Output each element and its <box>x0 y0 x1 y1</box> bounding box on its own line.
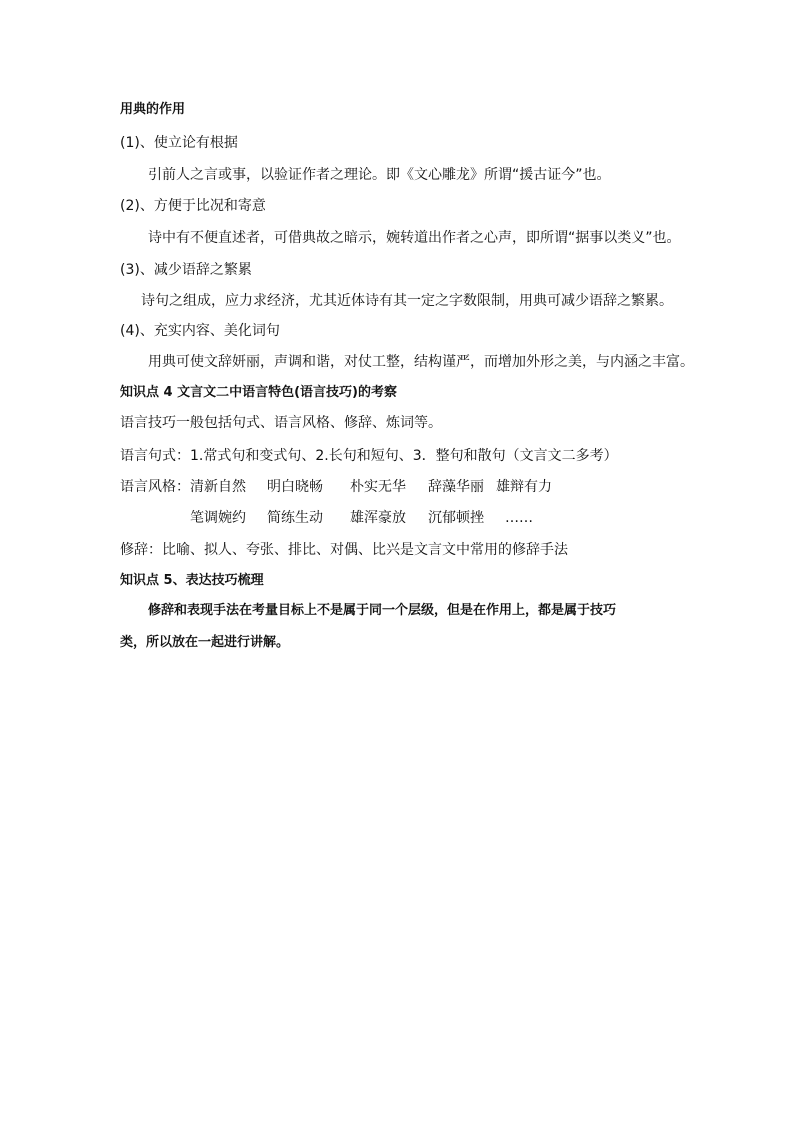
style-word: 雄辩有力 <box>496 479 552 495</box>
heading-usage-of-allusion: 用典的作用 <box>120 102 186 117</box>
style-word: 笔调婉约 <box>190 510 246 526</box>
item-4-body: 用典可使文辞妍丽，声调和谐，对仗工整，结构谨严，而增加外形之美，与内涵之丰富。 <box>148 354 694 370</box>
style-word: 简练生动 <box>267 510 323 526</box>
item-1-body: 引前人之言或事，以验证作者之理论。即《文心雕龙》所谓“援古证今”也。 <box>148 167 611 183</box>
heading-knowledge-point-5: 知识点 5、表达技巧梳理 <box>120 573 264 588</box>
item-3-title: (3)、减少语辞之繁累 <box>120 262 252 278</box>
item-2-body: 诗中有不便直述者，可借典故之暗示，婉转道出作者之心声，即所谓“据事以类义”也。 <box>148 230 681 246</box>
skills-intro: 语言技巧一般包括句式、语言风格、修辞、炼词等。 <box>120 415 442 431</box>
item-2-title: (2)、方便于比况和寄意 <box>120 198 266 214</box>
rhetoric-line: 修辞：比喻、拟人、夸张、排比、对偶、比兴是文言文中常用的修辞手法 <box>120 542 568 558</box>
style-word: 雄浑豪放 <box>350 510 406 526</box>
ellipsis: …… <box>505 510 533 526</box>
style-word: 辞藻华丽 <box>428 479 484 495</box>
style-word: 沉郁顿挫 <box>428 510 484 526</box>
item-1-title: (1)、使立论有根据 <box>120 135 238 151</box>
style-label: 语言风格： <box>120 479 190 495</box>
heading-knowledge-point-4: 知识点 4 文言文二中语言特色(语言技巧)的考察 <box>120 385 397 400</box>
sentence-types: 语言句式：1.常式句和变式句、2.长句和短句、3．整句和散句（文言文二多考） <box>120 448 618 464</box>
paragraph-line-2: 类，所以放在一起进行讲解。 <box>120 635 290 650</box>
item-4-title: (4)、充实内容、美化词句 <box>120 323 280 339</box>
item-3-body: 诗句之组成，应力求经济，尤其近体诗有其一定之字数限制，用典可减少语辞之繁累。 <box>141 293 673 309</box>
style-word: 朴实无华 <box>350 479 406 495</box>
style-word: 清新自然 <box>190 479 246 495</box>
style-word: 明白晓畅 <box>267 479 323 495</box>
paragraph-line-1: 修辞和表现手法在考量目标上不是属于同一个层级，但是在作用上，都是属于技巧 <box>148 603 617 618</box>
